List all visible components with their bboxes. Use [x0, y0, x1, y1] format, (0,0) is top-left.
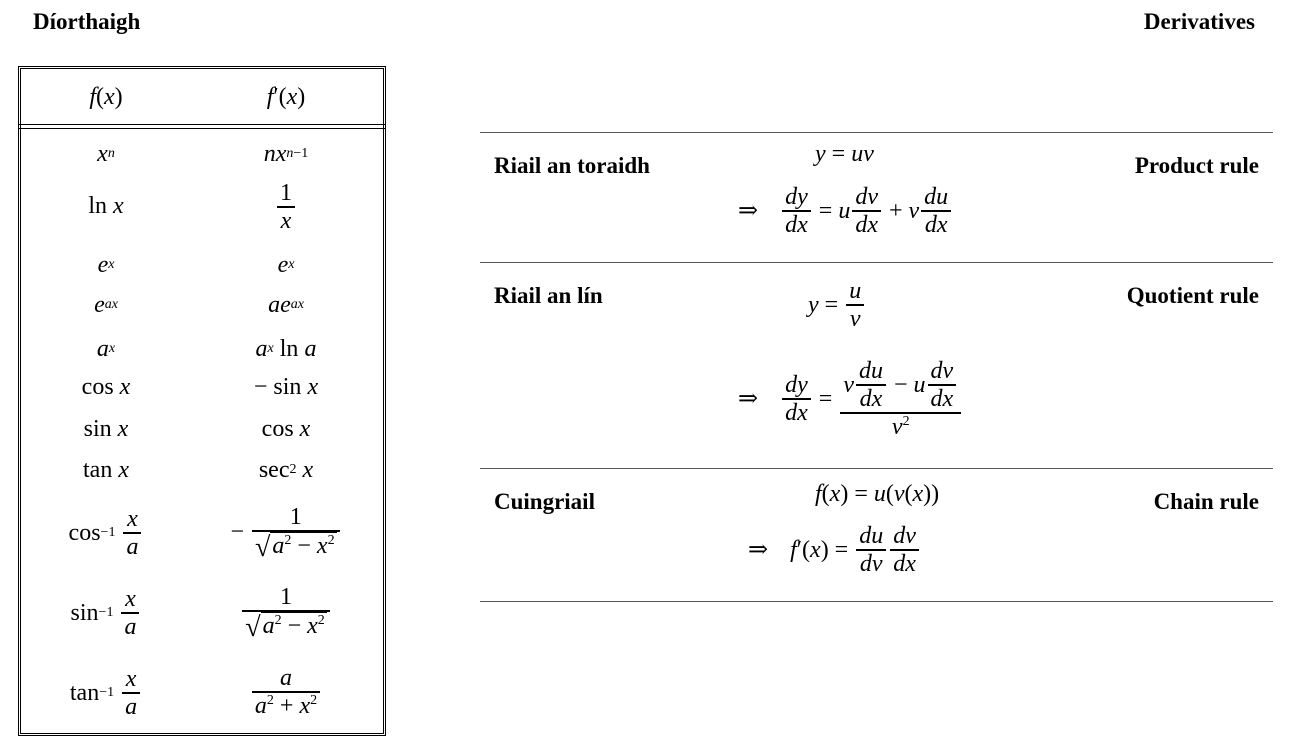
rule-divider-bottom	[480, 601, 1273, 602]
row-f-lnx: ln x	[88, 193, 124, 219]
product-rule-line2: ⇒ $\frac{dy}{dx}$ = u $\frac{dv}{dx}$ + v $\frac{du}{dx}$	[738, 184, 953, 238]
table-header-divider	[18, 124, 386, 129]
row-df-eax: ae ax	[268, 292, 304, 318]
row-f-eax: e ax	[94, 292, 118, 318]
row-f-sin: sin x	[83, 416, 129, 442]
row-df-xn: nx n−1	[263, 141, 309, 167]
chain-rule-line2: ⇒ f′(x) = $\frac{du}{dv}$ $\frac{dv}{dx}$	[748, 523, 921, 577]
row-df-arctan: $\frac{a}{a^2 + x^2}$	[190, 656, 382, 728]
row-f-cos: cos x	[81, 374, 131, 400]
product-rule-english: Product rule	[1134, 153, 1259, 178]
rule-divider-1	[480, 262, 1273, 263]
rule-divider-top	[480, 132, 1273, 133]
row-f-arctan: tan −1 $\frac{x}{a}$	[22, 660, 190, 726]
row-f-arccos: cos −1 $\frac{x}{a}$	[22, 500, 190, 566]
right-title: Derivatives	[1143, 9, 1255, 34]
row-df-cos: − sin x	[253, 374, 319, 400]
row-df-ex: e x	[277, 252, 295, 278]
row-df-arcsin: 1 √ $a^2 - x^2$	[190, 574, 382, 650]
row-df-tan: sec 2 x	[258, 457, 314, 483]
row-f-xn: x n	[97, 141, 115, 167]
row-df-lnx: $\frac{1}{x}$	[190, 176, 382, 238]
col-header-fx: f ( x )	[89, 84, 123, 110]
product-rule-irish: Riail an toraidh	[494, 153, 650, 178]
quotient-rule-line1: y = $\frac{u}{v}$	[808, 278, 866, 332]
chain-rule-line1: f(x) = u(v(x))	[815, 481, 940, 507]
row-f-ex: e x	[97, 252, 115, 278]
quotient-rule-irish: Riail an lín	[494, 283, 603, 308]
row-f-arcsin: sin −1 $\frac{x}{a}$	[22, 580, 190, 646]
row-df-ax: a x ln a	[255, 336, 317, 362]
quotient-rule-english: Quotient rule	[1126, 283, 1259, 308]
col-header-dfx: f ′( x )	[266, 84, 306, 110]
row-f-tan: tan x	[83, 457, 129, 483]
row-f-ax: a x	[96, 336, 116, 362]
chain-rule-irish: Cuingriail	[494, 489, 595, 514]
rule-divider-2	[480, 468, 1273, 469]
left-title: Díorthaigh	[33, 9, 141, 34]
row-df-arccos: − 1 √ $a^2 - x^2$	[190, 494, 382, 570]
product-rule-line1: y = uv	[815, 141, 874, 167]
quotient-rule-line2: ⇒ $\frac{dy}{dx}$ = v $\frac{du}{dx}$ − u $\frac{dv}{dx}$ $v^2$	[738, 358, 963, 440]
row-df-sin: cos x	[261, 416, 311, 442]
chain-rule-english: Chain rule	[1153, 489, 1259, 514]
